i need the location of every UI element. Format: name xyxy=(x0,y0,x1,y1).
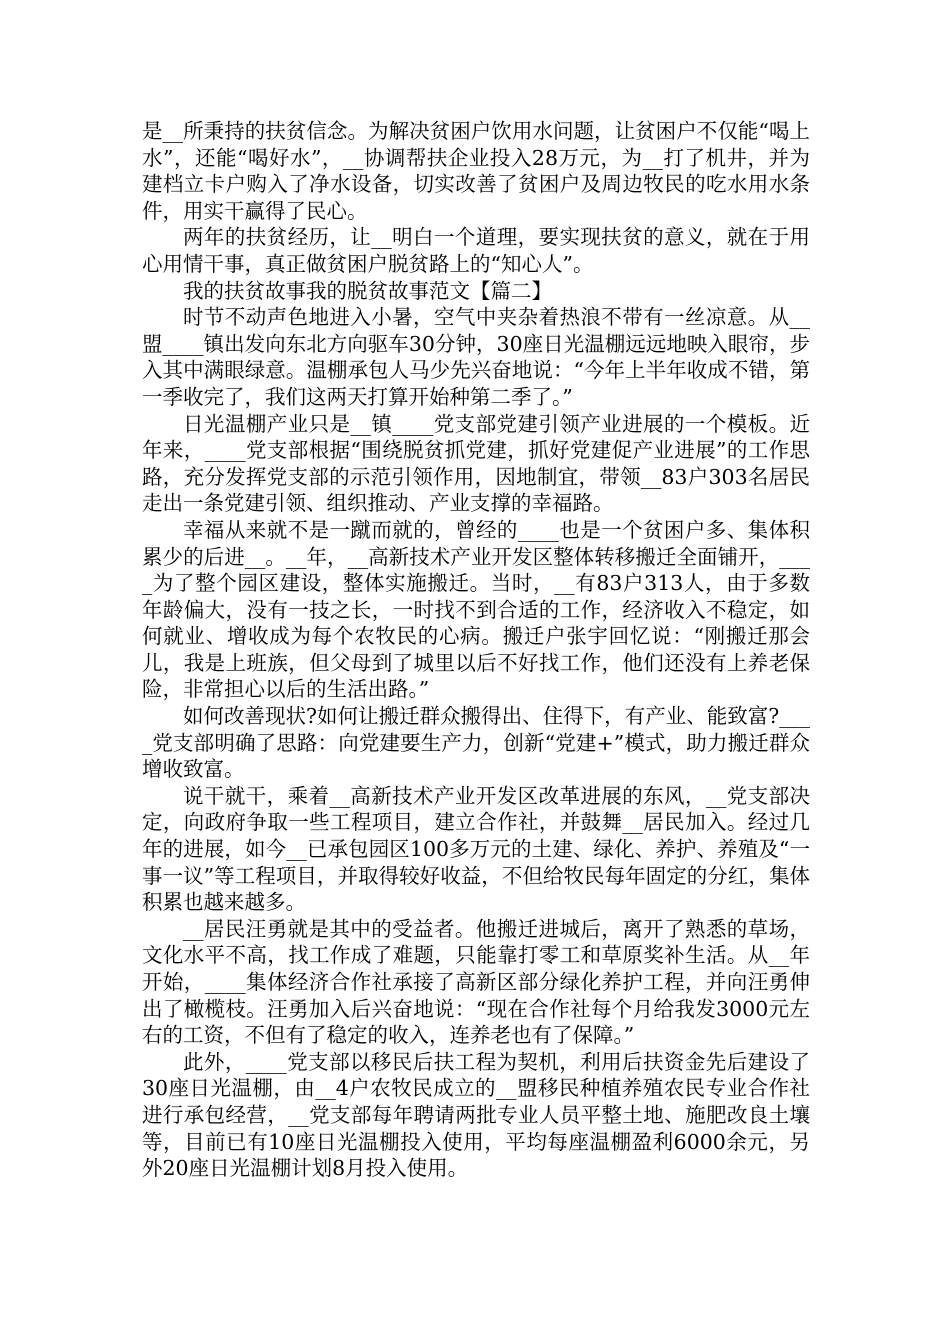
paragraph-2: 两年的扶贫经历，让__明白一个道理，要实现扶贫的意义，就在于用心用情干事，真正做贫困户脱贫路上的“知心人”。 xyxy=(142,225,810,276)
document-body xyxy=(142,118,810,1182)
paragraph-3: 时节不动声色地进入小暑，空气中夹杂着热浪不带有一丝凉意。从__盟____镇出发向东北方向驱车30分钟，30座日光温棚远远地映入眼帘，步入其中满眼绿意。温棚承包人马少先兴奋地说：“今年上半年收成不错，第一季收完了，我们这两天打算开始种第二季了。” xyxy=(142,305,810,409)
paragraph-9: 此外，____党支部以移民后扶工程为契机，利用后扶资金先后建设了30座日光温棚，由__4户农牧民成立的__盟移民种植养殖农民专业合作社进行承包经营，__党支部每年聘请两批专业人员平整土地、施肥改良土壤等，目前已有10座日光温棚投入使用，平均每座温棚盈利6000余元，另外20座日光温棚计划8月投入使用。 xyxy=(142,1049,810,1181)
paragraph-1: 是__所秉持的扶贫信念。为解决贫困户饮用水问题，让贫困户不仅能“喝上水”，还能“喝好水”，__协调帮扶企业投入28万元，为__打了机井，并为建档立卡户购入了净水设备，切实改善了贫困户及周边牧民的吃水用水条件，用实干赢得了民心。 xyxy=(142,119,810,223)
paragraph-6: 如何改善现状?如何让搬迁群众搬得出、住得下，有产业、能致富?____党支部明确了思路：向党建要生产力，创新“党建+”模式，助力搬迁群众增收致富。 xyxy=(142,704,810,782)
paragraph-4: 日光温棚产业只是__镇____党支部党建引领产业进展的一个模板。近年来，____党支部根据“围绕脱贫抓党建，抓好党建促产业进展”的工作思路，充分发挥党支部的示范引领作用，因地制宜，带领__83户303名居民走出一条党建引领、组织推动、产业支撑的幸福路。 xyxy=(142,411,810,516)
paragraph-7: 说干就干，乘着__高新技术产业开发区改革进展的东风，__党支部决定，向政府争取一些工程项目，建立合作社，并鼓舞__居民加入。经过几年的进展，如今__已承包园区100多万元的土建、绿化、养护、养殖及“一事一议”等工程项目，并取得较好收益，不但给牧民每年固定的分红，集体积累也越来越多。 xyxy=(142,783,810,915)
paragraph-5: 幸福从来就不是一蹴而就的，曾经的____也是一个贫困户多、集体积累少的后进__。__年，__高新技术产业开发区整体转移搬迁全面铺开，____为了整个园区建设，整体实施搬迁。当时，__有83户313人，由于多数年龄偏大，没有一技之长，一时找不到合适的工作，经济收入不稳定，如何就业、增收成为每个农牧民的心病。搬迁户张宇回忆说：“刚搬迁那会儿，我是上班族，但父母到了城里以后不好找工作，他们还没有上养老保险，非常担心以后的生活出路。” xyxy=(142,517,810,702)
paragraph-8: __居民汪勇就是其中的受益者。他搬迁进城后，离开了熟悉的草场，文化水平不高，找工作成了难题，只能靠打零工和草原奖补生活。从__年开始，____集体经济合作社承接了高新区部分绿化养护工程，并向汪勇伸出了橄榄枝。汪勇加入后兴奋地说：“现在合作社每个月给我发3000元左右的工资，不但有了稳定的收入，连养老也有了保障。” xyxy=(142,916,810,1048)
section-heading: 我的扶贫故事我的脱贫故事范文【篇二】 xyxy=(183,278,552,303)
